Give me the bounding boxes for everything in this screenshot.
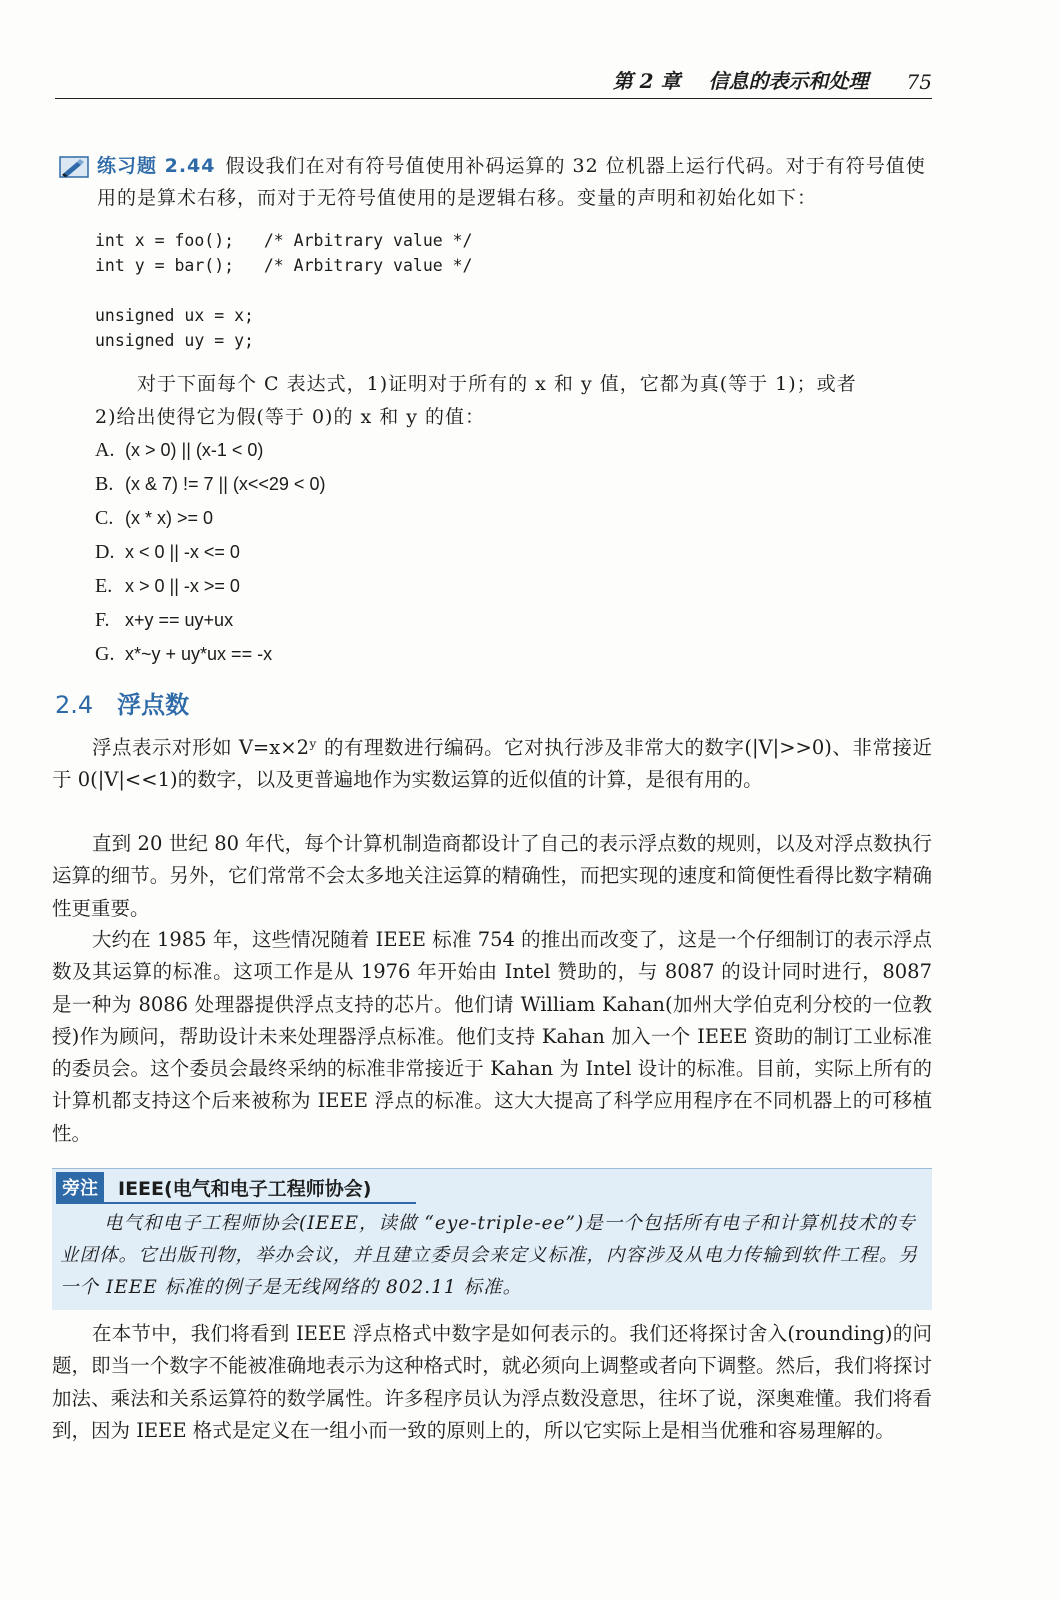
option-expression: (x > 0) || (x-1 < 0) bbox=[125, 440, 264, 460]
option-key: A. bbox=[95, 439, 115, 461]
option-c bbox=[95, 501, 895, 535]
option-key: E. bbox=[95, 575, 113, 597]
option-expression: x < 0 || -x <= 0 bbox=[125, 542, 240, 562]
paragraph-1 bbox=[52, 732, 932, 797]
sidebar-note bbox=[52, 1168, 932, 1310]
option-expression: x+y == uy+ux bbox=[125, 610, 234, 630]
chapter-label: 第 2 章 bbox=[612, 69, 681, 93]
exercise-text: 假设我们在对有符号值使用补码运算的 32 位机器上运行代码。对于有符号值使用的是算术右移，而对于无符号值使用的是逻辑右移。变量的声明和初始化如下： bbox=[97, 155, 926, 209]
option-key: G. bbox=[95, 643, 115, 665]
running-header bbox=[55, 62, 932, 99]
section-heading bbox=[55, 685, 189, 720]
option-key: B. bbox=[95, 473, 114, 495]
sidebar-top-rule bbox=[52, 1168, 932, 1169]
exercise-label: 练习题 2.44 bbox=[97, 155, 216, 177]
sidebar-tag: 旁注 bbox=[56, 1172, 104, 1202]
code-block-declarations: int x = foo(); /* Arbitrary value */ int y = bar(); /* Arbitrary value */ bbox=[95, 231, 473, 275]
option-f bbox=[95, 603, 895, 637]
option-key: D. bbox=[95, 541, 115, 563]
option-expression: (x & 7) != 7 || (x<<29 < 0) bbox=[125, 474, 326, 494]
exercise-options bbox=[95, 433, 895, 671]
paragraph-2 bbox=[52, 828, 932, 925]
option-b bbox=[95, 467, 895, 501]
pencil-exercise-icon bbox=[59, 156, 89, 178]
exercise-text-wrapper bbox=[97, 150, 935, 214]
option-expression: (x * x) >= 0 bbox=[125, 508, 214, 528]
paragraph-text: 大约在 1985 年，这些情况随着 IEEE 标准 754 的推出而改变了，这是一个仔细制订的表示浮点数及其运算的标准。这项工作是从 1976 年开始由 Intel 赞助的，与 8087 的设计同时进行，8087 是一种为 8086 处理器提供浮点支持的芯片。他们请 William Kahan(加州大学伯克利分校的一位教授)作为顾问，帮助设计未来处理器浮点标准。他们支持 Kahan 加入一个 IEEE 资助的制订工业标准的委员会。这个委员会最终采纳的标准非常接近于 Kahan 为 Intel 设计的标准。目前，实际上所有的计算机都支持这个后来被称为 IEEE 浮点的标准。这大大提高了科学应用程序在不同机器上的可移植性。 bbox=[52, 928, 932, 1145]
paragraph-text: 浮点表示对形如 V=x×2ʸ 的有理数进行编码。它对执行涉及非常大的数字(|V|>>0)、非常接近于 0(|V|<<1)的数字，以及更普遍地作为实数运算的近似值的计算，是很有用的。 bbox=[52, 736, 932, 792]
paragraph-text: 在本节中，我们将看到 IEEE 浮点格式中数字是如何表示的。我们还将探讨舍入(rounding)的问题，即当一个数字不能被准确地表示为这种格式时，就必须向上调整或者向下调整。然后，我们将探讨加法、乘法和关系运算符的数学属性。许多程序员认为浮点数没意思，往坏了说，深奥难懂。我们将看到，因为 IEEE 格式是定义在一组小而一致的原则上的，所以它实际上是相当优雅和容易理解的。 bbox=[52, 1322, 932, 1442]
option-e bbox=[95, 569, 895, 603]
exercise-question bbox=[95, 368, 935, 434]
code-block-unsigned: unsigned ux = x; unsigned uy = y; bbox=[95, 306, 254, 350]
option-expression: x > 0 || -x >= 0 bbox=[125, 576, 240, 596]
section-title: 浮点数 bbox=[117, 691, 190, 719]
chapter-title: 信息的表示和处理 bbox=[708, 69, 869, 93]
sidebar-title-underline bbox=[56, 1202, 416, 1204]
question-line-1: 对于下面每个 C 表达式，1)证明对于所有的 x 和 y 值，它都为真(等于 1)；或者 bbox=[137, 373, 857, 395]
sidebar-text: 电气和电子工程师协会(IEEE，读做 “eye-triple-ee”)是一个包括所有电子和计算机技术的专业团体。它出版刊物，举办会议，并且建立委员会来定义标准，内容涉及从电力传输到软件工程。另一个 IEEE 标准的例子是无线网络的 802.11 标准。 bbox=[60, 1213, 919, 1298]
option-key: C. bbox=[95, 507, 114, 529]
page-number: 75 bbox=[906, 70, 932, 94]
sidebar-header bbox=[56, 1172, 371, 1202]
paragraph-text: 直到 20 世纪 80 年代，每个计算机制造商都设计了自己的表示浮点数的规则，以及对浮点数执行运算的细节。另外，它们常常不会太多地关注运算的精确性，而把实现的速度和简便性看得比数字精确性更重要。 bbox=[52, 832, 932, 920]
option-expression: x*~y + uy*ux == -x bbox=[125, 644, 273, 664]
paragraph-4 bbox=[52, 1318, 932, 1447]
option-g bbox=[95, 637, 895, 671]
question-line-2: 2)给出使得它为假(等于 0)的 x 和 y 的值： bbox=[95, 406, 486, 428]
option-d bbox=[95, 535, 895, 569]
option-key: F. bbox=[95, 609, 110, 631]
section-number: 2.4 bbox=[55, 691, 94, 719]
option-a bbox=[95, 433, 895, 467]
paragraph-3 bbox=[52, 924, 932, 1150]
sidebar-title: IEEE(电气和电子工程师协会) bbox=[118, 1177, 372, 1200]
